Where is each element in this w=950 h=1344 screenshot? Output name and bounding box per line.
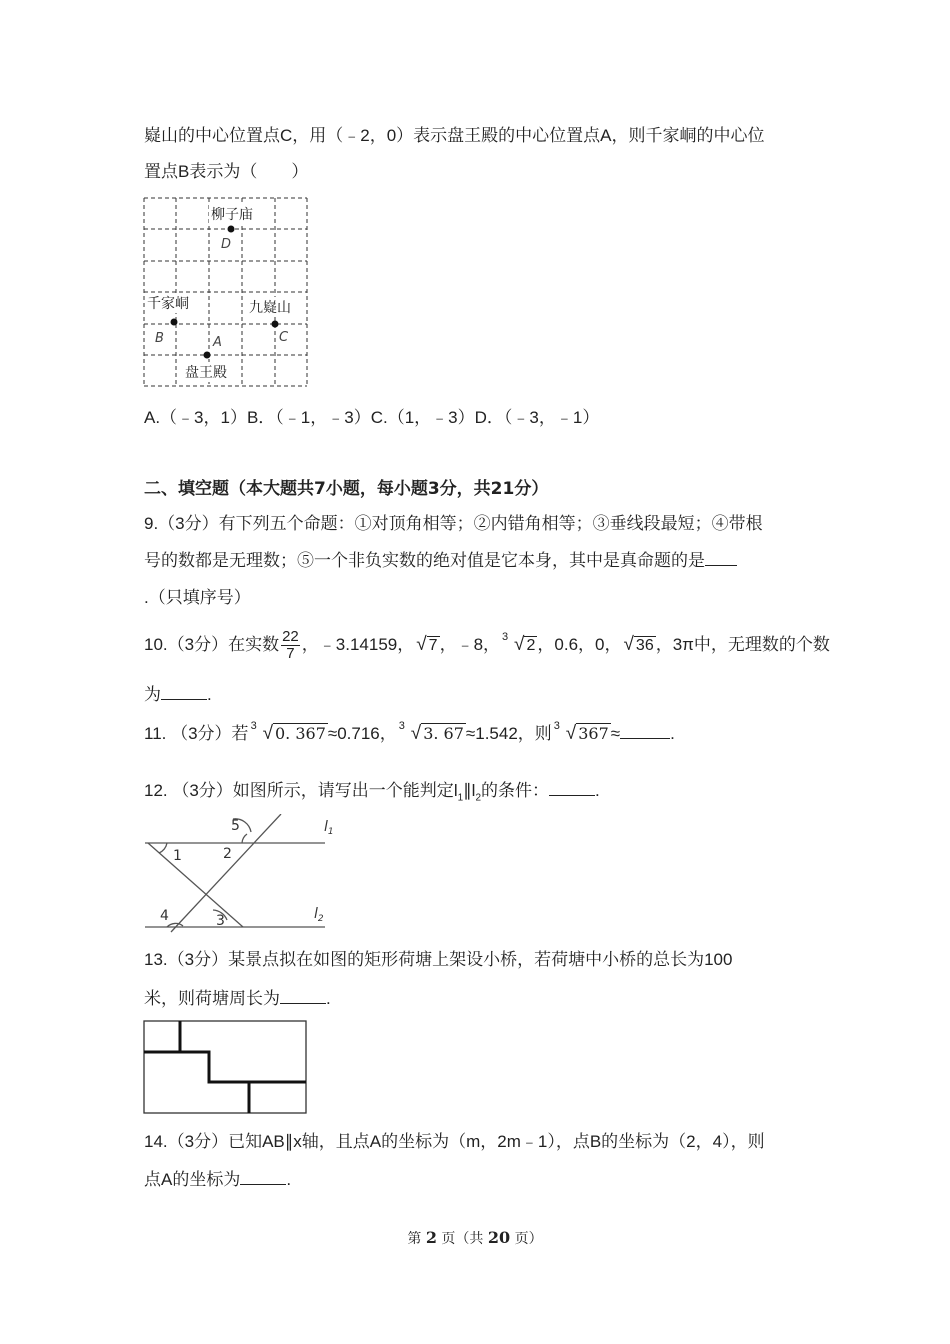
point-d <box>228 226 235 233</box>
q13-text-line2: 米，则荷塘周长为 . <box>144 986 331 1011</box>
label-panwangdian: 盘王殿 <box>185 365 227 381</box>
q9-text-line2: 号的数都是无理数；⑤一个非负实数的绝对值是它本身，其中是真命题的是 <box>144 548 737 573</box>
sqrt-7: √ 7 <box>416 633 438 655</box>
point-a <box>204 352 211 359</box>
q11-answer-blank[interactable] <box>620 721 670 739</box>
l2-label: $l_2$ <box>314 906 324 924</box>
angle-2-label: 2 <box>223 846 232 862</box>
q8-text-line2: 置点B表示为（ ） <box>144 162 309 181</box>
l1-label: $l_1$ <box>324 819 334 837</box>
label-jiuyishan: 九嶷山 <box>249 300 291 316</box>
point-c-label: C <box>279 330 289 345</box>
angle-5-label: 5 <box>231 818 240 834</box>
q11-text: 11. （3分）若 3 √ 0. 367 ≈0.716， 3 √ 3. 67 ≈1.542，则 3 √ 367 ≈ . <box>144 720 675 744</box>
cbrt-2: 3 √ 2 <box>502 630 536 655</box>
cbrt-367-decimal: 3 √ 3. 67 <box>398 720 464 744</box>
q13-text-line1: 13.（3分）某景点拟在如图的矩形荷塘上架设小桥，若荷塘中小桥的总长为100 <box>144 950 733 969</box>
point-d-label: D <box>221 237 232 252</box>
q13-answer-blank[interactable] <box>280 986 326 1004</box>
page-number: 2 <box>425 1228 437 1247</box>
q10-answer-blank[interactable] <box>161 682 207 700</box>
point-c <box>272 321 279 328</box>
angle-4-label: 4 <box>160 908 169 924</box>
q10-text-line2: 为 . <box>144 682 212 707</box>
fraction-22-7: $\frac{22}{7}$ <box>282 628 299 662</box>
page-total: 20 <box>487 1228 511 1247</box>
q14-text-line1: 14.（3分）已知AB∥x轴，且点A的坐标为（m，2m﹣1），点B的坐标为（2，4），则 <box>144 1132 765 1151</box>
q8-text-line1: 嶷山的中心位置点C，用（﹣2，0）表示盘王殿的中心位置点A，则千家峒的中心位 <box>144 126 765 145</box>
label-qianjiadong: 千家峒 <box>147 296 189 312</box>
pond-rectangle <box>144 1021 306 1113</box>
q14-text-line2: 点A的坐标为 . <box>144 1167 291 1192</box>
q12-text: 12. （3分）如图所示，请写出一个能判定$l_1\parallel l_2$的条件： . <box>144 778 600 810</box>
q9-answer-blank[interactable] <box>705 548 737 566</box>
cbrt-0367: 3 √ 0. 367 <box>250 720 326 744</box>
point-a-label: A <box>213 335 222 350</box>
q8-grid-map <box>143 196 311 390</box>
section-heading: 二、填空题（本大题共7小题，每小题3分，共21分） <box>144 479 549 499</box>
q9-text-line3: .（只填序号） <box>144 588 251 607</box>
angle-1-label: 1 <box>173 848 182 864</box>
q10-text-line1: 10.（3分）在实数 $\frac{22}{7}$ ，﹣3.14159， √ 7 ，﹣8， 3 √ 2 ，0.6，0， √ 36 ，3π中，无理数的个数 <box>144 628 830 662</box>
point-b-label: B <box>155 331 164 346</box>
q12-parallel-lines-figure <box>143 814 343 934</box>
transversal-2 <box>171 814 281 932</box>
sqrt-36: √ 36 <box>623 633 654 655</box>
q9-text-line1: 9.（3分）有下列五个命题：①对顶角相等；②内错角相等；③垂线段最短；④带根 <box>144 514 763 533</box>
q8-options: A.（﹣3，1）B．（﹣1，﹣3）C.（1，﹣3）D．（﹣3，﹣1） <box>144 408 600 427</box>
label-liuzimiao: 柳子庙 <box>211 207 253 223</box>
q14-answer-blank[interactable] <box>240 1167 286 1185</box>
angle-3-label: 3 <box>216 913 225 929</box>
page-footer: 第 2 页（共 20 页） <box>407 1228 543 1247</box>
cbrt-367: 3 √ 367 <box>553 720 609 744</box>
bridge-path <box>144 1052 306 1082</box>
q12-answer-blank[interactable] <box>549 778 595 796</box>
point-b <box>171 319 178 326</box>
q13-pond-bridge-figure <box>143 1019 309 1117</box>
